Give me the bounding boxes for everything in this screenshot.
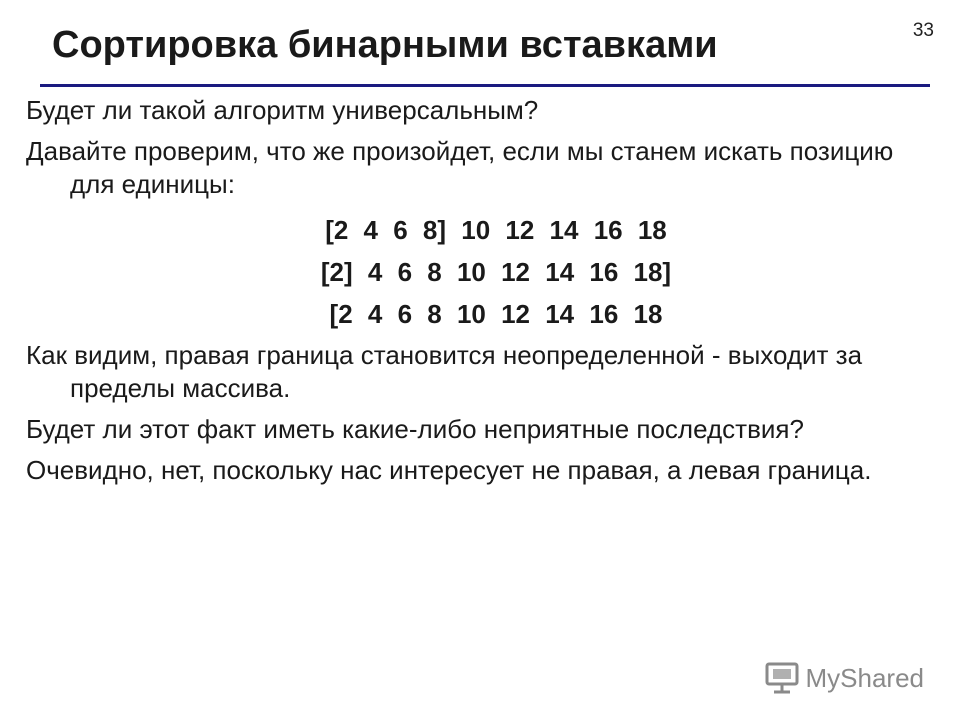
- title-underline: [40, 84, 930, 87]
- slide-content: [26, 90, 936, 495]
- slide-number: 33: [912, 20, 934, 41]
- watermark: [764, 662, 925, 694]
- array-line-3: [2 4 6 8 10 12 14 16 18: [329, 299, 663, 329]
- array-examples: [26, 209, 936, 335]
- paragraph-check: Давайте проверим, что же произойдет, если мы станем искать позицию для единицы:: [26, 136, 894, 199]
- paragraph-observation: Как видим, правая граница становится неопределенной - выходит за пределы массива.: [26, 340, 863, 403]
- array-line-2: [2] 4 6 8 10 12 14 16 18]: [320, 257, 672, 287]
- array-line-1: [2 4 6 8] 10 12 14 16 18: [325, 215, 667, 245]
- paragraph-question: Будет ли такой алгоритм универсальным?: [26, 95, 539, 125]
- slide-title: Сортировка бинарными вставками: [52, 24, 718, 66]
- watermark-text: MyShared: [805, 662, 924, 693]
- presentation-icon: [764, 662, 800, 694]
- paragraph-consequence-question: Будет ли этот факт иметь какие-либо неприятные последствия?: [26, 414, 804, 444]
- paragraph-conclusion: Очевидно, нет, поскольку нас интересует не правая, а левая граница.: [26, 455, 872, 485]
